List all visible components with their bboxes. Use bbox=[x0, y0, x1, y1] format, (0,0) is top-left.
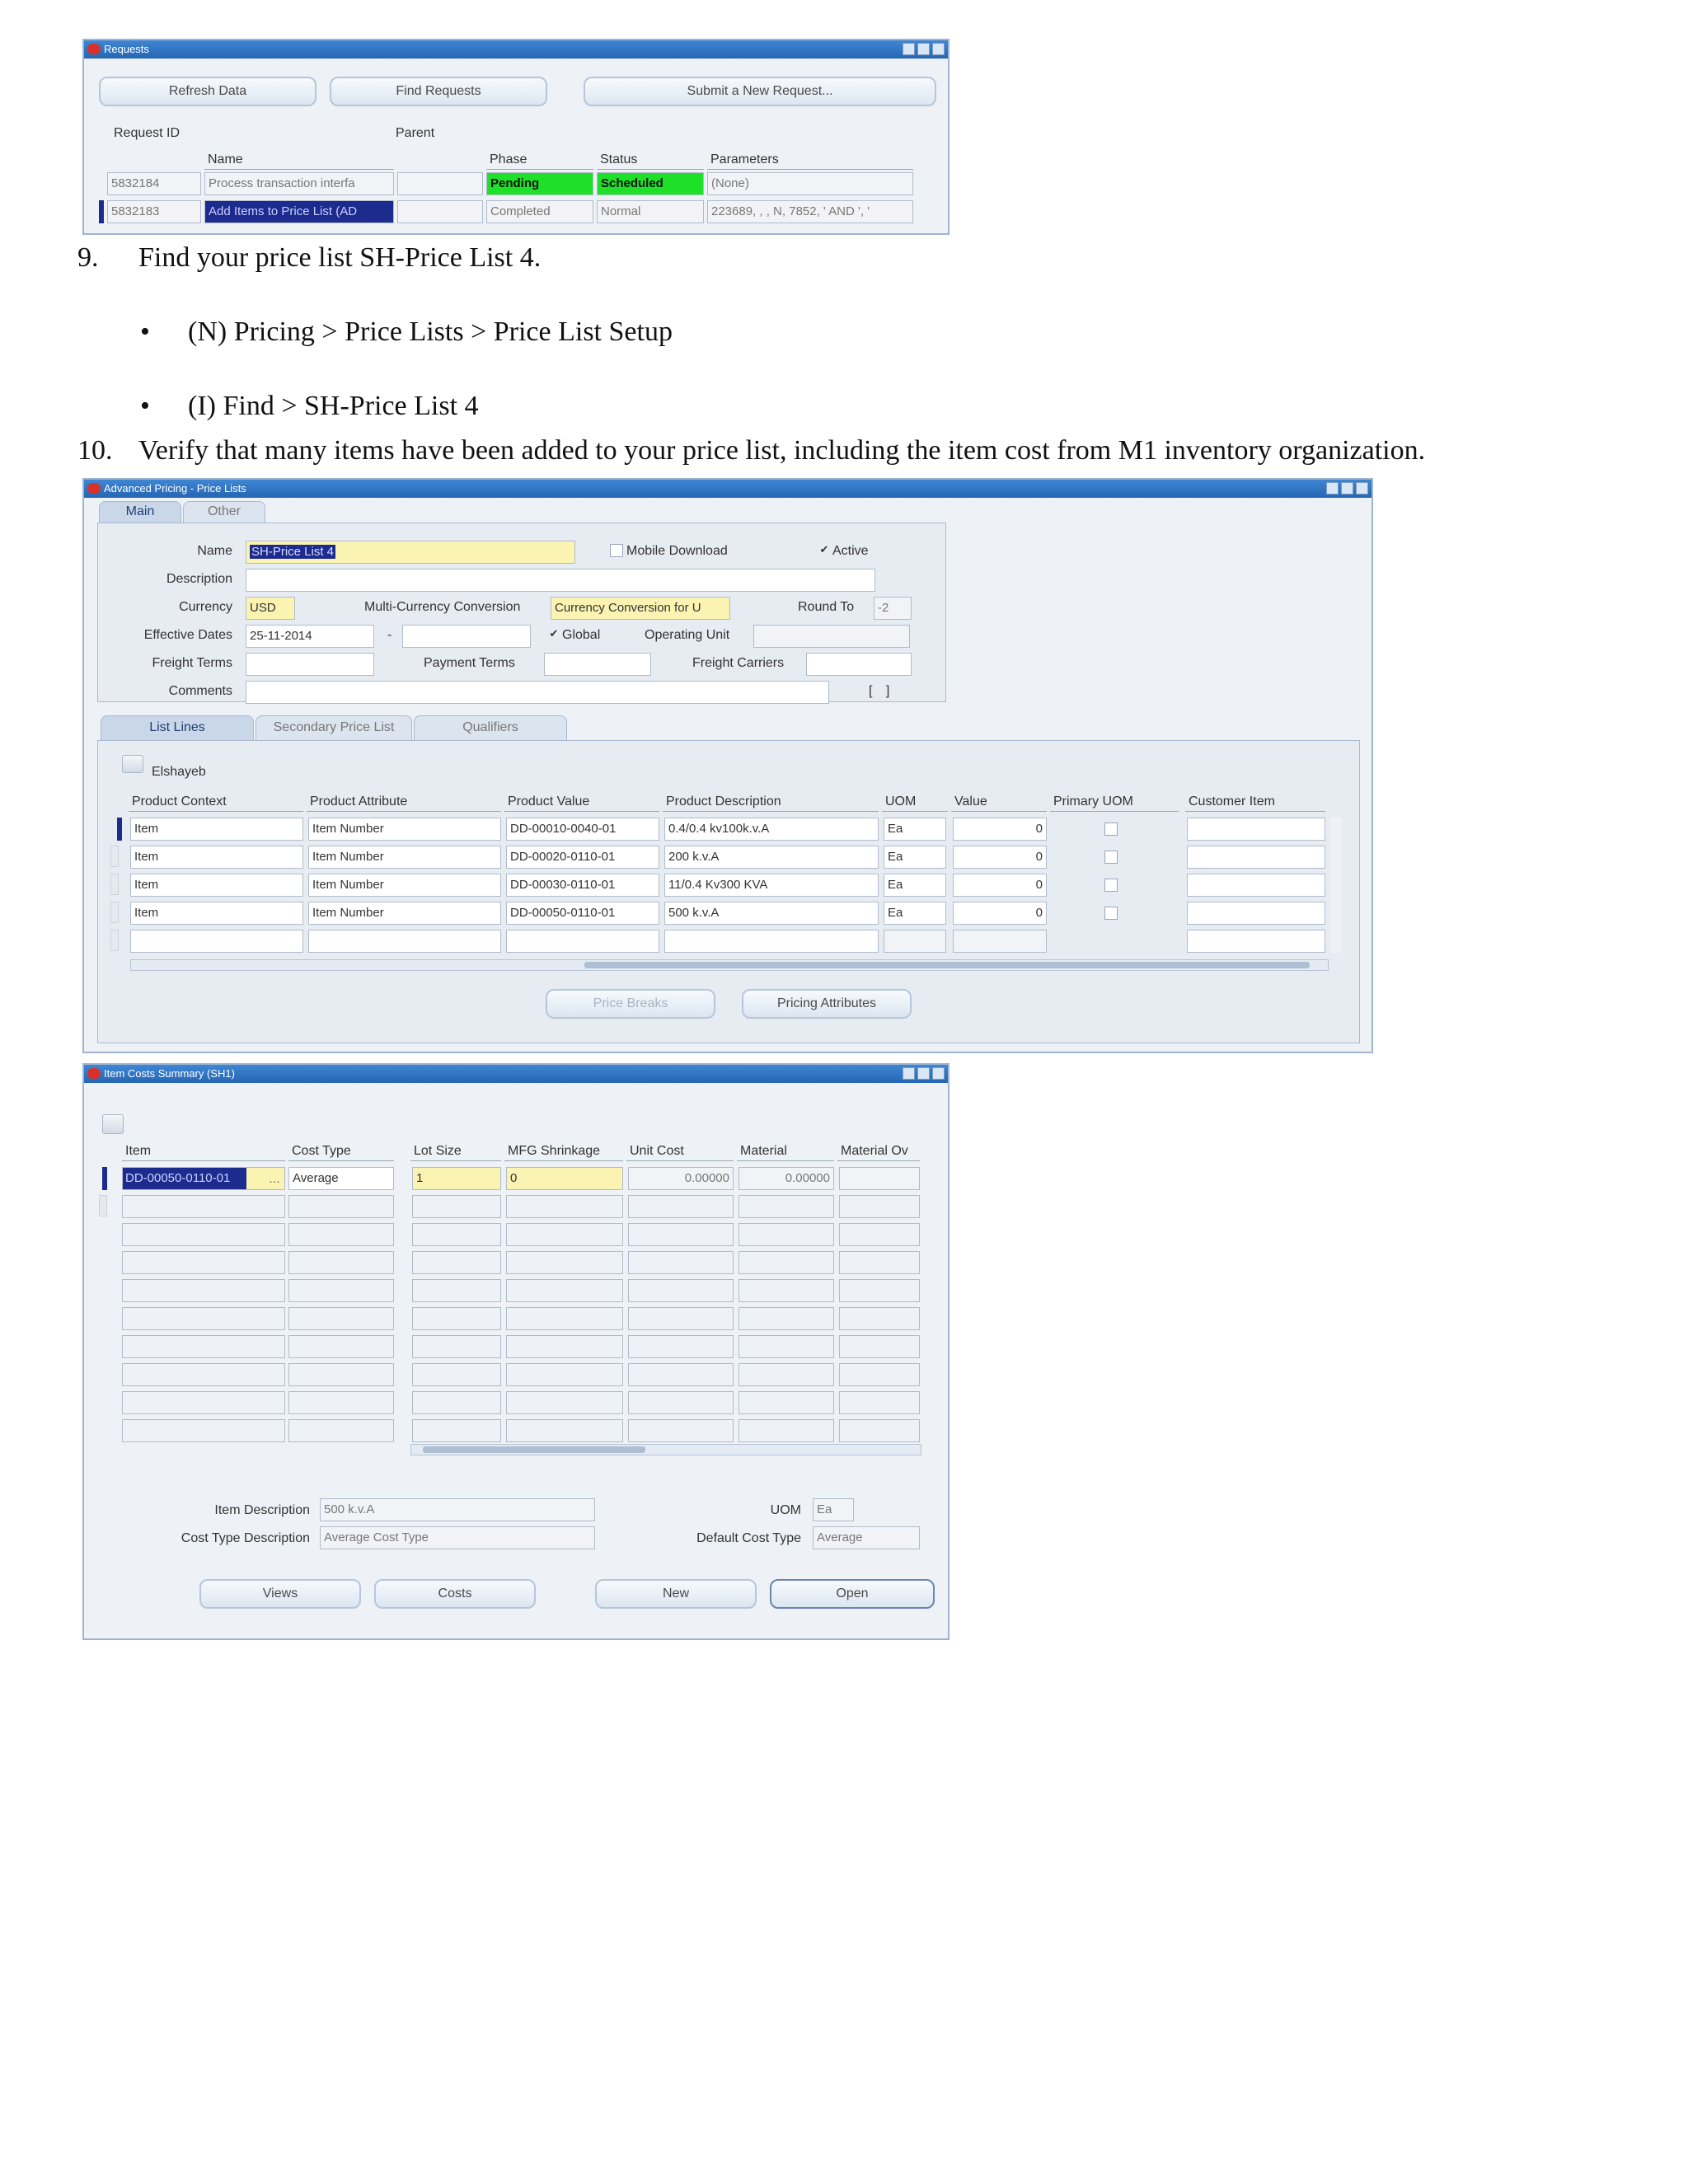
bullet-navigation-path: (N) Pricing > Price Lists > Price List Setup bbox=[188, 316, 673, 347]
row-selector[interactable] bbox=[110, 874, 119, 895]
mobile-download-checkbox[interactable] bbox=[610, 544, 623, 557]
item-description-label: Item Description bbox=[214, 1503, 310, 1517]
empty-cost-cell[interactable] bbox=[122, 1195, 285, 1218]
row-selector[interactable] bbox=[99, 1195, 107, 1216]
phase-header: Phase bbox=[486, 151, 593, 170]
empty-cost-cell[interactable] bbox=[738, 1307, 834, 1330]
list-lines-vertical-scrollbar[interactable] bbox=[1330, 818, 1342, 953]
empty-cost-cell[interactable] bbox=[738, 1195, 834, 1218]
folder-icon[interactable] bbox=[122, 755, 143, 773]
step-9-text: Find your price list SH-Price List 4. bbox=[138, 242, 542, 273]
empty-cost-cell[interactable] bbox=[839, 1419, 920, 1442]
global-label: Global bbox=[562, 628, 601, 642]
customer-item-cell[interactable] bbox=[1187, 902, 1325, 925]
step-10-number: 10. bbox=[77, 435, 113, 466]
empty-cost-cell[interactable] bbox=[738, 1419, 834, 1442]
item-lov-icon[interactable]: … bbox=[269, 1172, 280, 1185]
product-context-cell[interactable]: Item bbox=[130, 902, 303, 925]
effective-date-from-input[interactable]: 25-11-2014 bbox=[246, 625, 374, 648]
product-attribute-cell[interactable]: Item Number bbox=[308, 818, 501, 841]
tab-list-lines[interactable]: List Lines bbox=[101, 715, 254, 740]
views-button[interactable]: Views bbox=[199, 1579, 361, 1609]
empty-cost-cell[interactable] bbox=[412, 1419, 501, 1442]
refresh-data-button[interactable]: Refresh Data bbox=[99, 77, 316, 106]
name-header: Name bbox=[204, 151, 394, 170]
currency-conversion-input[interactable]: Currency Conversion for U bbox=[551, 597, 730, 620]
empty-cost-cell[interactable] bbox=[738, 1251, 834, 1274]
empty-cost-cell[interactable] bbox=[738, 1335, 834, 1358]
product-attribute-header: Product Attribute bbox=[307, 793, 501, 812]
unit-cost-cell[interactable]: 0.00000 bbox=[628, 1167, 734, 1190]
empty-cost-cell[interactable] bbox=[122, 1251, 285, 1274]
payment-terms-label: Payment Terms bbox=[424, 656, 515, 670]
parent-cell[interactable] bbox=[397, 172, 483, 195]
request-name-cell[interactable]: Process transaction interfa bbox=[204, 172, 394, 195]
parent-cell[interactable] bbox=[397, 200, 483, 223]
value-cell[interactable] bbox=[953, 930, 1047, 953]
close-icon[interactable] bbox=[932, 1067, 945, 1080]
empty-cost-cell[interactable] bbox=[738, 1391, 834, 1414]
primary-uom-checkbox[interactable] bbox=[1104, 907, 1118, 920]
maximize-icon[interactable] bbox=[917, 1067, 930, 1080]
window-controls bbox=[1326, 482, 1368, 494]
empty-cost-cell[interactable] bbox=[122, 1363, 285, 1386]
empty-cost-cell[interactable] bbox=[288, 1279, 394, 1302]
product-context-cell[interactable]: Item bbox=[130, 846, 303, 869]
active-checkbox[interactable]: ✔ bbox=[819, 543, 829, 555]
product-value-cell[interactable]: DD-00020-0110-01 bbox=[506, 846, 659, 869]
empty-cost-cell[interactable] bbox=[288, 1251, 394, 1274]
product-description-cell[interactable]: 200 k.v.A bbox=[664, 846, 879, 869]
freight-carriers-input[interactable] bbox=[806, 653, 912, 676]
currency-input[interactable]: USD bbox=[246, 597, 295, 620]
payment-terms-input[interactable] bbox=[544, 653, 651, 676]
requests-title-bar bbox=[84, 40, 948, 59]
oracle-logo-icon bbox=[87, 44, 101, 54]
freight-terms-input[interactable] bbox=[246, 653, 374, 676]
comments-input[interactable] bbox=[246, 681, 829, 704]
description-input[interactable] bbox=[246, 569, 875, 592]
lot-size-header: Lot Size bbox=[410, 1142, 501, 1161]
value-cell[interactable]: 0 bbox=[953, 846, 1047, 869]
maximize-icon[interactable] bbox=[1341, 482, 1353, 494]
folder-icon[interactable] bbox=[102, 1114, 124, 1134]
material-overhead-header: Material Ov bbox=[837, 1142, 920, 1161]
cost-type-description-label: Cost Type Description bbox=[181, 1531, 310, 1545]
tab-secondary-price-list[interactable]: Secondary Price List bbox=[256, 715, 412, 740]
empty-cost-cell[interactable] bbox=[506, 1363, 623, 1386]
close-icon[interactable] bbox=[932, 43, 945, 55]
empty-cost-cell[interactable] bbox=[506, 1335, 623, 1358]
request-id-cell[interactable]: 5832184 bbox=[107, 172, 201, 195]
empty-cost-cell[interactable] bbox=[506, 1223, 623, 1246]
costs-vertical-scrollbar[interactable] bbox=[923, 1167, 935, 1543]
status-cell[interactable]: Normal bbox=[597, 200, 704, 223]
product-context-header: Product Context bbox=[129, 793, 303, 812]
minimize-icon[interactable] bbox=[1326, 482, 1339, 494]
phase-cell[interactable]: Completed bbox=[486, 200, 593, 223]
list-lines-horizontal-scrollbar[interactable] bbox=[130, 959, 1329, 971]
price-list-name-input[interactable] bbox=[246, 541, 575, 564]
empty-cost-cell[interactable] bbox=[122, 1419, 285, 1442]
empty-cost-cell[interactable] bbox=[738, 1363, 834, 1386]
empty-cost-cell[interactable] bbox=[628, 1307, 734, 1330]
parameters-cell[interactable]: (None) bbox=[707, 172, 913, 195]
uom-label: UOM bbox=[770, 1503, 801, 1517]
attributes-flex-field[interactable]: [ ] bbox=[869, 684, 895, 698]
item-cell[interactable] bbox=[122, 1167, 285, 1190]
empty-cost-cell[interactable] bbox=[839, 1195, 920, 1218]
empty-cost-cell[interactable] bbox=[412, 1363, 501, 1386]
value-cell[interactable]: 0 bbox=[953, 874, 1047, 897]
product-attribute-cell[interactable]: Item Number bbox=[308, 902, 501, 925]
item-costs-title: Item Costs Summary (SH1) bbox=[104, 1067, 235, 1080]
product-value-cell[interactable] bbox=[506, 930, 659, 953]
product-context-cell[interactable] bbox=[130, 930, 303, 953]
status-header: Status bbox=[597, 151, 704, 170]
value-cell[interactable]: 0 bbox=[953, 902, 1047, 925]
empty-cost-cell[interactable] bbox=[412, 1195, 501, 1218]
customer-item-header: Customer Item bbox=[1185, 793, 1325, 812]
empty-cost-cell[interactable] bbox=[628, 1251, 734, 1274]
price-lists-title-bar bbox=[84, 480, 1372, 498]
product-value-cell[interactable]: DD-00030-0110-01 bbox=[506, 874, 659, 897]
empty-cost-cell[interactable] bbox=[506, 1279, 623, 1302]
empty-cost-cell[interactable] bbox=[412, 1223, 501, 1246]
value-cell[interactable]: 0 bbox=[953, 818, 1047, 841]
scrollbar-thumb[interactable] bbox=[584, 962, 1310, 968]
default-cost-type-input[interactable]: Average bbox=[813, 1526, 920, 1549]
costs-horizontal-scrollbar[interactable] bbox=[410, 1444, 921, 1455]
multi-currency-label: Multi-Currency Conversion bbox=[364, 600, 521, 614]
empty-cost-cell[interactable] bbox=[288, 1307, 394, 1330]
freight-terms-label: Freight Terms bbox=[152, 656, 232, 670]
parameters-cell[interactable]: 223689, , , N, 7852, ' AND ', ' bbox=[707, 200, 913, 223]
product-description-cell[interactable] bbox=[664, 930, 879, 953]
empty-cost-cell[interactable] bbox=[122, 1279, 285, 1302]
product-description-cell[interactable]: 500 k.v.A bbox=[664, 902, 879, 925]
uom-cell[interactable]: Ea bbox=[884, 818, 946, 841]
name-label: Name bbox=[197, 544, 232, 558]
empty-cost-cell[interactable] bbox=[839, 1223, 920, 1246]
empty-cost-cell[interactable] bbox=[628, 1223, 734, 1246]
freight-carriers-label: Freight Carriers bbox=[692, 656, 785, 670]
product-description-header: Product Description bbox=[663, 793, 879, 812]
empty-cost-cell[interactable] bbox=[628, 1391, 734, 1414]
customer-item-cell[interactable] bbox=[1187, 930, 1325, 953]
material-header: Material bbox=[737, 1142, 834, 1161]
empty-cost-cell[interactable] bbox=[839, 1307, 920, 1330]
uom-header: UOM bbox=[882, 793, 948, 812]
mfg-shrinkage-cell[interactable]: 0 bbox=[506, 1167, 623, 1190]
active-label: Active bbox=[832, 544, 869, 558]
round-to-label: Round To bbox=[798, 600, 855, 614]
tab-qualifiers[interactable]: Qualifiers bbox=[414, 715, 567, 740]
price-lists-window bbox=[82, 478, 1373, 1053]
customer-item-cell[interactable] bbox=[1187, 846, 1325, 869]
price-lists-title: Advanced Pricing - Price Lists bbox=[104, 482, 246, 494]
empty-cost-cell[interactable] bbox=[628, 1335, 734, 1358]
product-attribute-cell[interactable]: Item Number bbox=[308, 846, 501, 869]
minimize-icon[interactable] bbox=[903, 1067, 915, 1080]
primary-uom-checkbox[interactable] bbox=[1104, 879, 1118, 892]
uom-cell[interactable]: Ea bbox=[884, 874, 946, 897]
empty-cost-cell[interactable] bbox=[506, 1307, 623, 1330]
current-row-indicator bbox=[99, 200, 104, 223]
empty-cost-cell[interactable] bbox=[412, 1307, 501, 1330]
request-id-header: Request ID bbox=[114, 126, 181, 140]
submit-new-request-button[interactable]: Submit a New Request... bbox=[584, 77, 936, 106]
empty-cost-cell[interactable] bbox=[288, 1195, 394, 1218]
effective-date-to-input[interactable] bbox=[402, 625, 531, 648]
row-selector[interactable] bbox=[110, 930, 119, 951]
bullet-find-path: (I) Find > SH-Price List 4 bbox=[188, 391, 479, 421]
empty-cost-cell[interactable] bbox=[412, 1279, 501, 1302]
empty-cost-cell[interactable] bbox=[506, 1391, 623, 1414]
material-overhead-cell[interactable] bbox=[839, 1167, 920, 1190]
item-description-input[interactable]: 500 k.v.A bbox=[320, 1498, 595, 1521]
parent-header: Parent bbox=[396, 126, 435, 140]
open-button[interactable]: Open bbox=[770, 1579, 935, 1609]
empty-cost-cell[interactable] bbox=[839, 1391, 920, 1414]
empty-cost-cell[interactable] bbox=[288, 1223, 394, 1246]
description-label: Description bbox=[166, 572, 232, 586]
empty-cost-cell[interactable] bbox=[288, 1335, 394, 1358]
comments-label: Comments bbox=[168, 684, 232, 698]
item-costs-title-bar bbox=[84, 1065, 948, 1083]
date-separator: - bbox=[387, 628, 392, 642]
uom-cell[interactable]: Ea bbox=[884, 846, 946, 869]
scrollbar-thumb[interactable] bbox=[423, 1446, 645, 1453]
bullet-marker: • bbox=[140, 316, 150, 347]
empty-cost-cell[interactable] bbox=[412, 1391, 501, 1414]
currency-label: Currency bbox=[179, 600, 232, 614]
global-checkbox[interactable]: ✔ bbox=[549, 627, 559, 640]
empty-cost-cell[interactable] bbox=[122, 1307, 285, 1330]
product-description-cell[interactable]: 11/0.4 Kv300 KVA bbox=[664, 874, 879, 897]
product-context-cell[interactable]: Item bbox=[130, 874, 303, 897]
parameters-header: Parameters bbox=[707, 151, 913, 170]
primary-uom-header: Primary UOM bbox=[1050, 793, 1179, 812]
uom-input[interactable]: Ea bbox=[813, 1498, 854, 1521]
tab-main[interactable]: Main bbox=[99, 501, 181, 523]
status-cell[interactable]: Scheduled bbox=[597, 172, 704, 195]
uom-cell[interactable]: Ea bbox=[884, 902, 946, 925]
primary-uom-checkbox[interactable] bbox=[1104, 823, 1118, 836]
empty-cost-cell[interactable] bbox=[122, 1391, 285, 1414]
window-controls bbox=[903, 43, 945, 55]
empty-cost-cell[interactable] bbox=[122, 1223, 285, 1246]
phase-cell[interactable]: Pending bbox=[486, 172, 593, 195]
empty-cost-cell[interactable] bbox=[122, 1335, 285, 1358]
product-context-cell[interactable]: Item bbox=[130, 818, 303, 841]
request-name-cell[interactable]: Add Items to Price List (AD bbox=[204, 200, 394, 223]
empty-cost-cell[interactable] bbox=[628, 1419, 734, 1442]
product-value-header: Product Value bbox=[504, 793, 659, 812]
item-header: Item bbox=[122, 1142, 285, 1161]
cost-type-header: Cost Type bbox=[288, 1142, 394, 1161]
new-button[interactable]: New bbox=[595, 1579, 757, 1609]
customer-item-cell[interactable] bbox=[1187, 874, 1325, 897]
item-costs-window bbox=[82, 1063, 950, 1640]
product-description-cell[interactable]: 0.4/0.4 kv100k.v.A bbox=[664, 818, 879, 841]
product-attribute-cell[interactable] bbox=[308, 930, 501, 953]
oracle-logo-icon bbox=[87, 1068, 101, 1079]
empty-cost-cell[interactable] bbox=[628, 1279, 734, 1302]
unit-cost-header: Unit Cost bbox=[626, 1142, 734, 1161]
empty-cost-cell[interactable] bbox=[839, 1363, 920, 1386]
step-10-text: Verify that many items have been added to your price list, including the item cost from M1 inventory organization. bbox=[138, 435, 1426, 466]
costs-button[interactable]: Costs bbox=[374, 1579, 536, 1609]
effective-dates-label: Effective Dates bbox=[143, 628, 232, 642]
empty-cost-cell[interactable] bbox=[628, 1195, 734, 1218]
product-value-cell[interactable]: DD-00010-0040-01 bbox=[506, 818, 659, 841]
customer-item-cell[interactable] bbox=[1187, 818, 1325, 841]
requests-vertical-scrollbar[interactable] bbox=[918, 172, 930, 235]
current-row-indicator bbox=[102, 1167, 107, 1190]
empty-cost-cell[interactable] bbox=[288, 1419, 394, 1442]
product-value-cell[interactable]: DD-00050-0110-01 bbox=[506, 902, 659, 925]
material-cell[interactable]: 0.00000 bbox=[738, 1167, 834, 1190]
row-selector[interactable] bbox=[110, 902, 119, 923]
maximize-icon[interactable] bbox=[917, 43, 930, 55]
mobile-download-label: Mobile Download bbox=[626, 544, 728, 558]
price-breaks-button[interactable]: Price Breaks bbox=[546, 989, 715, 1019]
bullet-marker: • bbox=[140, 391, 150, 421]
window-controls bbox=[903, 1067, 945, 1080]
default-cost-type-label: Default Cost Type bbox=[696, 1531, 801, 1545]
empty-cost-cell[interactable] bbox=[839, 1335, 920, 1358]
value-header: Value bbox=[951, 793, 1047, 812]
item-value: DD-00050-0110-01 bbox=[123, 1168, 246, 1189]
operating-unit-input[interactable] bbox=[753, 625, 910, 648]
empty-cost-cell[interactable] bbox=[628, 1363, 734, 1386]
cost-type-description-input[interactable]: Average Cost Type bbox=[320, 1526, 595, 1549]
empty-cost-cell[interactable] bbox=[738, 1223, 834, 1246]
primary-uom-checkbox[interactable] bbox=[1104, 851, 1118, 864]
empty-cost-cell[interactable] bbox=[506, 1195, 623, 1218]
empty-cost-cell[interactable] bbox=[412, 1251, 501, 1274]
current-row-indicator bbox=[117, 818, 122, 841]
operating-unit-label: Operating Unit bbox=[645, 628, 730, 642]
close-icon[interactable] bbox=[1356, 482, 1368, 494]
empty-cost-cell[interactable] bbox=[839, 1279, 920, 1302]
empty-cost-cell[interactable] bbox=[506, 1419, 623, 1442]
minimize-icon[interactable] bbox=[903, 43, 915, 55]
oracle-logo-icon bbox=[87, 483, 101, 494]
tab-other[interactable]: Other bbox=[183, 501, 265, 523]
cost-type-cell[interactable]: Average bbox=[288, 1167, 394, 1190]
price-list-name-value: SH-Price List 4 bbox=[251, 545, 335, 559]
folder-name: Elshayeb bbox=[152, 765, 206, 779]
empty-cost-cell[interactable] bbox=[412, 1335, 501, 1358]
request-id-cell[interactable]: 5832183 bbox=[107, 200, 201, 223]
empty-cost-cell[interactable] bbox=[839, 1251, 920, 1274]
row-selector[interactable] bbox=[110, 846, 119, 867]
step-9-number: 9. bbox=[77, 242, 99, 273]
find-requests-button[interactable]: Find Requests bbox=[330, 77, 547, 106]
uom-cell[interactable] bbox=[884, 930, 946, 953]
empty-cost-cell[interactable] bbox=[506, 1251, 623, 1274]
round-to-input[interactable]: -2 bbox=[874, 597, 912, 620]
mfg-shrinkage-header: MFG Shrinkage bbox=[504, 1142, 623, 1161]
requests-title: Requests bbox=[104, 43, 149, 55]
empty-cost-cell[interactable] bbox=[738, 1279, 834, 1302]
empty-cost-cell[interactable] bbox=[288, 1391, 394, 1414]
pricing-attributes-button[interactable]: Pricing Attributes bbox=[742, 989, 912, 1019]
requests-window bbox=[82, 39, 950, 235]
lot-size-cell[interactable]: 1 bbox=[412, 1167, 501, 1190]
empty-cost-cell[interactable] bbox=[288, 1363, 394, 1386]
product-attribute-cell[interactable]: Item Number bbox=[308, 874, 501, 897]
